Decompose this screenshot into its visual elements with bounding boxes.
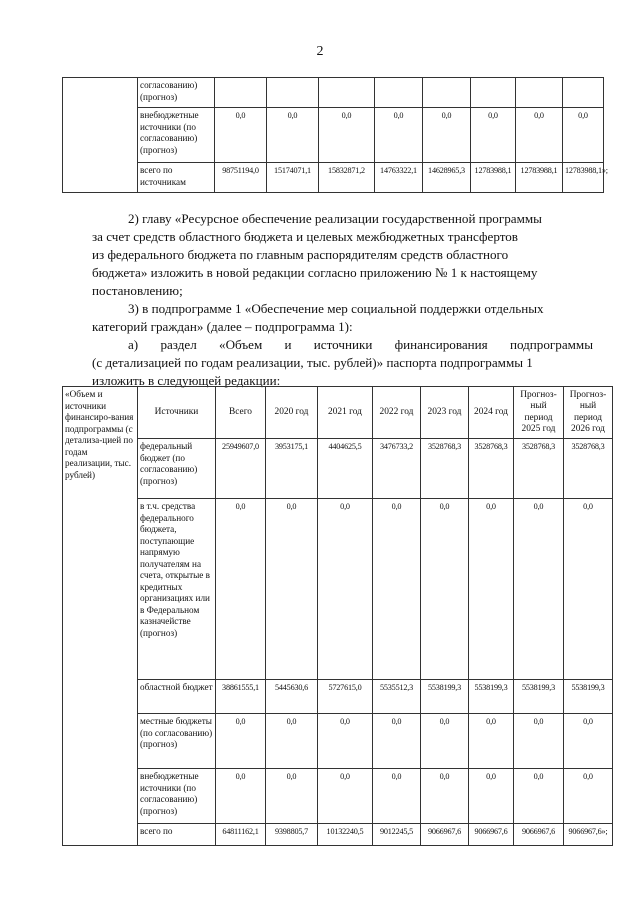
cell-value: 0,0 — [215, 108, 267, 163]
paragraph-3-line: 3) в подпрограмме 1 «Обеспечение мер социальной поддержки отдельных — [128, 301, 544, 316]
cell-value: 0,0 — [266, 714, 318, 769]
subprogram-financing-table — [62, 386, 613, 846]
table-row — [63, 163, 604, 193]
paragraph-2-line: бюджета» изложить в новой редакции согласно приложению № 1 к настоящему — [92, 265, 538, 280]
cell-value: 0,0 — [514, 714, 564, 769]
row-label: федеральный бюджет (по согласованию) (прогноз) — [138, 439, 216, 499]
cell-value: 0,0 — [423, 108, 471, 163]
table-row — [63, 499, 613, 680]
cell-value: 0,0 — [267, 108, 319, 163]
paragraph-3a-line: а) раздел «Объем и источники финансирования подпрограммы — [128, 337, 593, 352]
header-cell: 2021 год — [318, 387, 373, 439]
cell-value: 0,0 — [318, 499, 373, 680]
cell-value: 5727615,0 — [318, 680, 373, 714]
cell-value: 0,0 — [373, 499, 421, 680]
cell-value: 14763322,1 — [375, 163, 423, 193]
table-row — [63, 824, 613, 846]
cell-value: 0,0 — [266, 769, 318, 824]
cell-value: 0,0 — [514, 769, 564, 824]
cell-value: 9066967,6 — [421, 824, 469, 846]
row-label: в т.ч. средства федерального бюджета, поступающие напрямую получателям на счета, открытые в кредитных организациях или в Федеральном казначействе (прогноз) — [138, 499, 216, 680]
cell-value: 0,0 — [563, 108, 604, 163]
cell-value: 3476733,2 — [373, 439, 421, 499]
header-cell: Прогноз-ный период 2025 год — [514, 387, 564, 439]
header-cell: Прогноз-ный период 2026 год — [564, 387, 613, 439]
cell-value: 0,0 — [516, 108, 563, 163]
cell-value: 0,0 — [216, 499, 266, 680]
paragraph-2-line: постановлению; — [92, 283, 183, 298]
cell-value: 5538199,3 — [564, 680, 613, 714]
cell-value: 0,0 — [514, 499, 564, 680]
paragraph-3-line: категорий граждан» (далее – подпрограмма 1): — [92, 319, 353, 334]
table-header-row — [63, 387, 613, 439]
cell-value: 0,0 — [266, 499, 318, 680]
row-label: внебюджетные источники (по согласованию) (прогноз) — [138, 769, 216, 824]
cell-value: 10132240,5 — [318, 824, 373, 846]
row-label: областной бюджет — [138, 680, 216, 714]
cell-value: 5538199,3 — [514, 680, 564, 714]
cell-value: 5538199,3 — [421, 680, 469, 714]
cell-value: 3528768,3 — [421, 439, 469, 499]
cell-value: 3953175,1 — [266, 439, 318, 499]
cell-value: 3528768,3 — [469, 439, 514, 499]
cell-value: 9066967,6 — [469, 824, 514, 846]
cell-value: 5445630,6 — [266, 680, 318, 714]
table-row — [63, 108, 604, 163]
paragraph-3a-line: изложить в следующей редакции: — [92, 373, 281, 388]
row-label: согласованию) (прогноз) — [138, 78, 215, 108]
header-cell: 2024 год — [469, 387, 514, 439]
table-row — [63, 78, 604, 108]
row-label: местные бюджеты (по согласованию) (прогноз) — [138, 714, 216, 769]
row-label: всего по источникам — [138, 163, 215, 193]
cell-value: 38861555,1 — [216, 680, 266, 714]
cell-value: 0,0 — [216, 769, 266, 824]
cell-value: 0,0 — [421, 499, 469, 680]
table-empty-cell — [63, 78, 138, 193]
cell-value: 14628965,3 — [423, 163, 471, 193]
cell-value: 0,0 — [375, 108, 423, 163]
header-cell: Источники — [138, 387, 216, 439]
row-label: внебюджетные источники (по согласованию) (прогноз) — [138, 108, 215, 163]
cell-value: 0,0 — [421, 769, 469, 824]
cell-value: 12783988,1»; — [563, 163, 604, 193]
cell-value: 9066967,6 — [514, 824, 564, 846]
cell-value: 0,0 — [564, 769, 613, 824]
paragraph-2-line: за счет средств областного бюджета и целевых межбюджетных трансфертов — [92, 229, 518, 244]
cell-value: 9398805,7 — [266, 824, 318, 846]
cell-value: 0,0 — [318, 769, 373, 824]
cell-value: 0,0 — [421, 714, 469, 769]
cell-value: 0,0 — [469, 499, 514, 680]
header-cell: 2020 год — [266, 387, 318, 439]
cell-value: 0,0 — [373, 769, 421, 824]
cell-value: 15832871,2 — [319, 163, 375, 193]
header-cell: 2022 год — [373, 387, 421, 439]
cell-value: 0,0 — [216, 714, 266, 769]
cell-value: 12783988,1 — [516, 163, 563, 193]
paragraph-3a-line: (с детализацией по годам реализации, тыс. рублей)» паспорта подпрограммы 1 — [92, 355, 533, 370]
cell-value: 64811162,1 — [216, 824, 266, 846]
paragraph-2-line: 2) главу «Ресурсное обеспечение реализации государственной программы — [128, 211, 542, 226]
cell-value: 0,0 — [564, 714, 613, 769]
header-cell: 2023 год — [421, 387, 469, 439]
page-number: 2 — [316, 44, 324, 59]
cell-value: 5535512,3 — [373, 680, 421, 714]
financing-table-continued — [62, 77, 608, 193]
cell-value: 3528768,3 — [564, 439, 613, 499]
table-row — [63, 714, 613, 769]
row-label: всего по — [138, 824, 216, 846]
cell-value: 9066967,6»; — [564, 824, 613, 846]
cell-value: 0,0 — [564, 499, 613, 680]
cell-value: 0,0 — [469, 769, 514, 824]
table-row — [63, 439, 613, 499]
cell-value: 0,0 — [373, 714, 421, 769]
cell-value: 0,0 — [319, 108, 375, 163]
section-description: «Объем и источники финансиро-вания подпрограммы (с детализа-цией по годам реализации, тыс. рублей) — [63, 387, 138, 846]
cell-value: 15174071,1 — [267, 163, 319, 193]
cell-value: 12783988,1 — [471, 163, 516, 193]
cell-value: 0,0 — [471, 108, 516, 163]
header-cell: Всего — [216, 387, 266, 439]
paragraph-2-line: из федерального бюджета по главным распорядителям средств областного — [92, 247, 509, 262]
cell-value: 25949607,0 — [216, 439, 266, 499]
cell-value: 0,0 — [469, 714, 514, 769]
cell-value: 3528768,3 — [514, 439, 564, 499]
cell-value: 98751194,0 — [215, 163, 267, 193]
cell-value: 0,0 — [318, 714, 373, 769]
table-row — [63, 680, 613, 714]
cell-value: 9012245,5 — [373, 824, 421, 846]
table-row — [63, 769, 613, 824]
cell-value: 5538199,3 — [469, 680, 514, 714]
cell-value: 4404625,5 — [318, 439, 373, 499]
